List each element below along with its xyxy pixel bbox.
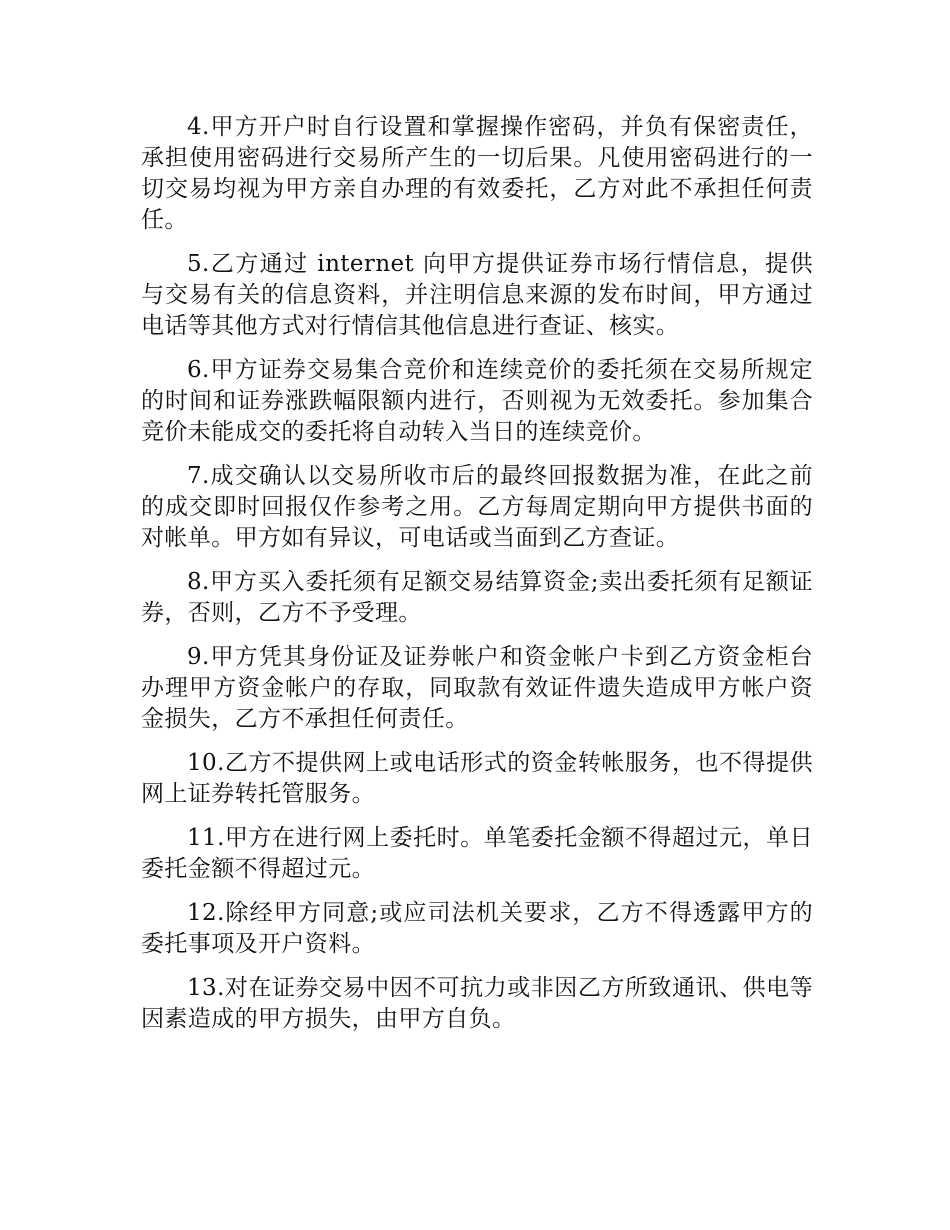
clause-5: 5.乙方通过 internet 向甲方提供证券市场行情信息，提供与交易有关的信息资料，并注明信息来源的发布时间，甲方通过电话等其他方式对行情信其他信息进行查证、核实。: [141, 251, 813, 339]
clause-11: 11.甲方在进行网上委托时。单笔委托金额不得超过元，单日委托金额不得超过元。: [141, 825, 813, 882]
clause-6: 6.甲方证券交易集合竞价和连续竞价的委托须在交易所规定的时间和证券涨跌幅限额内进行，否则视为无效委托。参加集合竞价未能成交的委托将自动转入当日的连续竞价。: [141, 357, 813, 445]
clause-9: 9.甲方凭其身份证及证券帐户和资金帐户卡到乙方资金柜台办理甲方资金帐户的存取，同取款有效证件遗失造成甲方帐户资金损失，乙方不承担任何责任。: [141, 644, 813, 732]
clause-12: 12.除经甲方同意;或应司法机关要求，乙方不得透露甲方的委托事项及开户资料。: [141, 900, 813, 957]
document-body: [141, 112, 813, 1048]
clause-4: 4.甲方开户时自行设置和掌握操作密码，并负有保密责任，承担使用密码进行交易所产生的一切后果。凡使用密码进行的一切交易均视为甲方亲自办理的有效委托，乙方对此不承担任何责任。: [141, 114, 813, 233]
clause-8: 8.甲方买入委托须有足额交易结算资金;卖出委托须有足额证券，否则，乙方不予受理。: [141, 569, 813, 626]
clause-10: 10.乙方不提供网上或电话形式的资金转帐服务，也不得提供网上证券转托管服务。: [141, 750, 813, 807]
clause-13: 13.对在证券交易中因不可抗力或非因乙方所致通讯、供电等因素造成的甲方损失，由甲方自负。: [141, 975, 813, 1032]
clause-7: 7.成交确认以交易所收市后的最终回报数据为准，在此之前的成交即时回报仅作参考之用。乙方每周定期向甲方提供书面的对帐单。甲方如有异议，可电话或当面到乙方查证。: [141, 463, 813, 551]
